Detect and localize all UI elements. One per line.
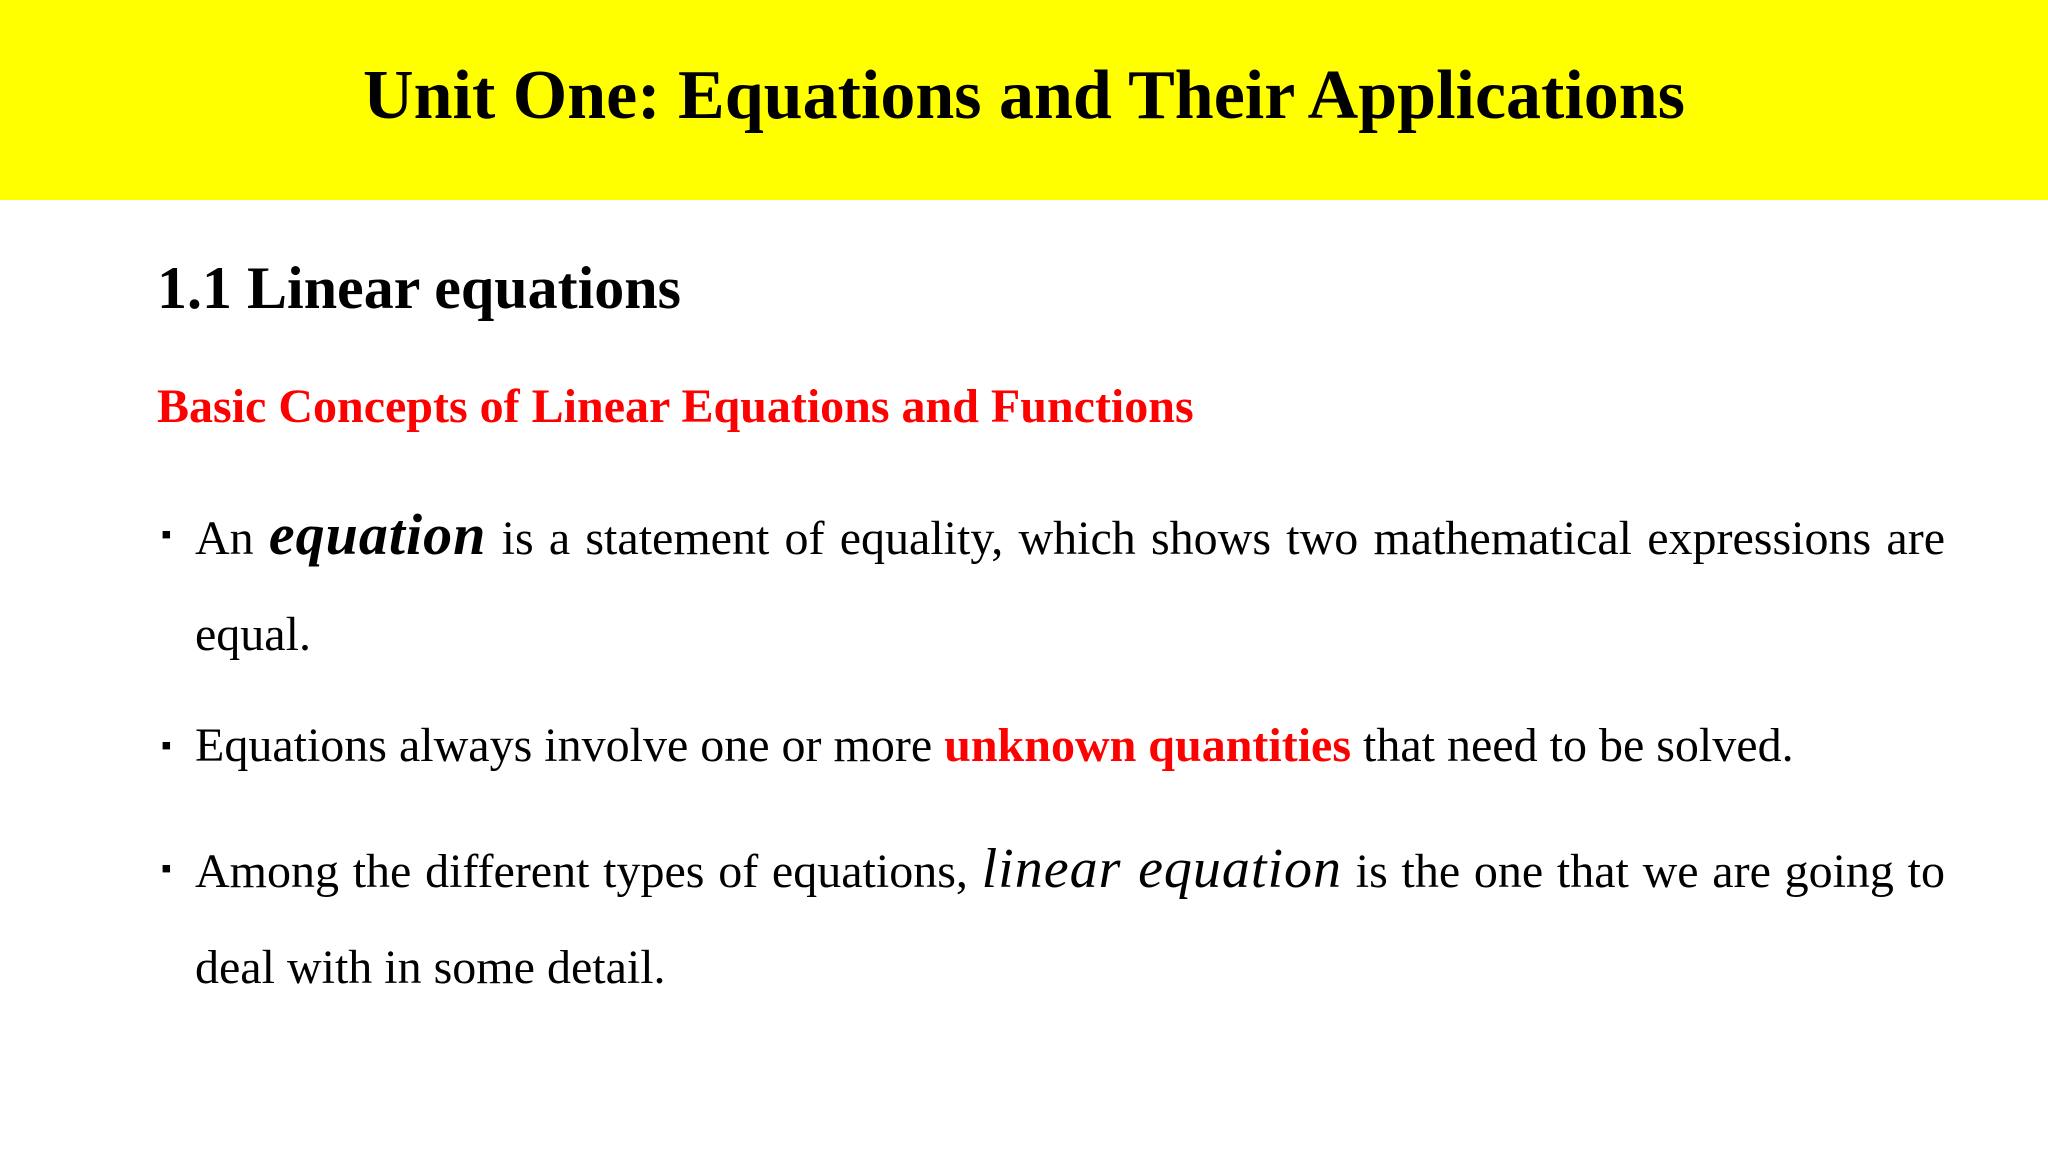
bullet-marker-icon: ▪ <box>161 729 172 762</box>
bullet-equation-definition <box>157 487 1945 683</box>
bullet-text-after: is a statement of equality, which shows two mathematical expressions are equal. <box>195 512 1945 661</box>
bullet-linear-equation <box>157 821 1945 1016</box>
bullet-marker-icon: ▪ <box>161 518 172 551</box>
subheading: Basic Concepts of Linear Equations and Functions <box>157 380 1194 433</box>
bullet-text-before: An <box>195 512 269 565</box>
bullet-emphasis-term: equation <box>268 502 487 567</box>
bullet-emphasis-term: linear equation <box>981 838 1343 900</box>
section-heading: 1.1 Linear equations <box>157 255 681 321</box>
bullet-marker-icon: ▪ <box>161 852 172 885</box>
bullet-text-after: is the one that we are going to deal with in some detail. <box>195 845 1945 994</box>
bullet-emphasis-term: unknown quantities <box>944 719 1352 772</box>
bullet-unknown-quantities <box>157 698 1945 794</box>
slide-title: Unit One: Equations and Their Applications <box>363 57 1685 134</box>
title-band <box>0 0 2048 200</box>
bullet-text-after: that need to be solved. <box>1351 719 1794 772</box>
bullet-text-before: Among the different types of equations, <box>195 845 982 898</box>
bullet-text-before: Equations always involve one or more <box>195 719 945 772</box>
